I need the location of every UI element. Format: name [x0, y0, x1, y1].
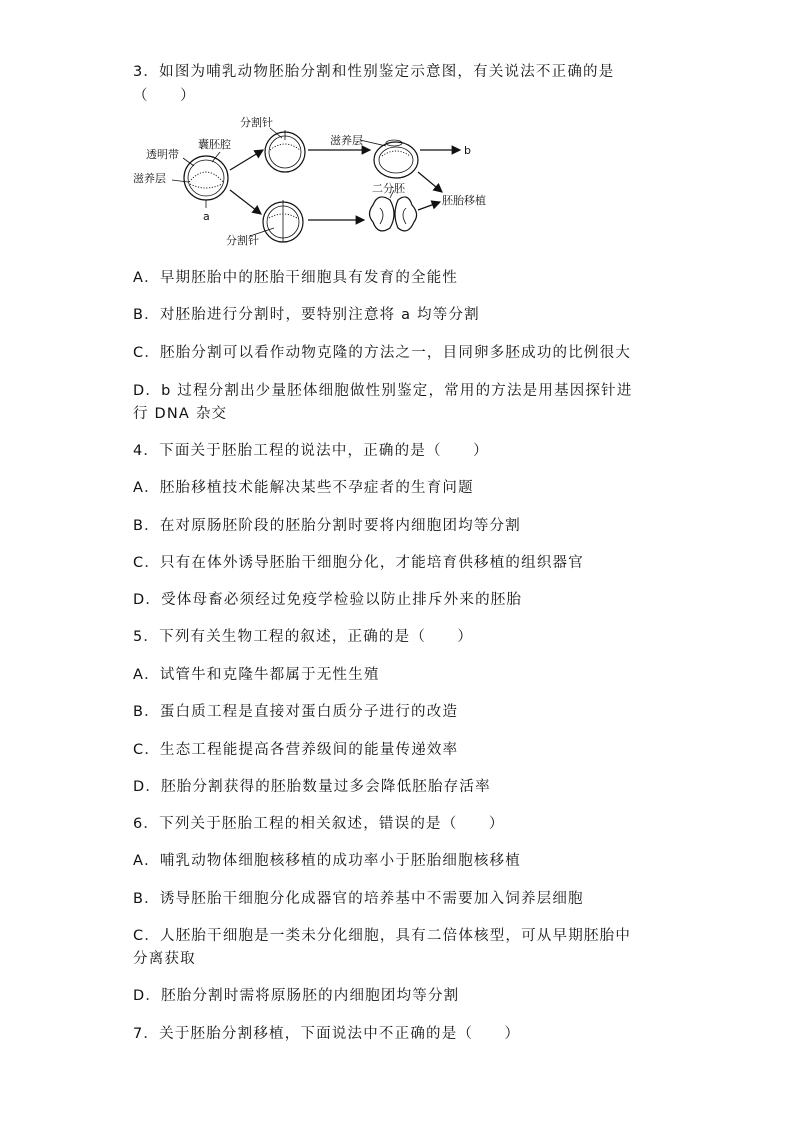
twin-embryos	[370, 197, 417, 231]
q4-stem: 4．下面关于胚胎工程的说法中，正确的是（ ）	[133, 443, 489, 459]
q3-option-d-line1: D．b 过程分割出少量胚体细胞做性别鉴定，常用的方法是用基因探针进	[133, 383, 633, 399]
embryo-splitting-diagram	[128, 110, 498, 250]
q6-option-b: B．诱导胚胎干细胞分化成器官的培养基中不需要加入饲养层细胞	[133, 891, 584, 907]
q5-option-b: B．蛋白质工程是直接对蛋白质分子进行的改造	[133, 704, 459, 720]
q3-option-d-line2: 行 DNA 杂交	[133, 406, 228, 422]
label-trophoblast-right: 滋养层	[330, 134, 363, 147]
arrow-to-top	[230, 150, 263, 170]
q4-option-b: B．在对原肠胚阶段的胚胎分割时要将内细胞团均等分割	[133, 518, 521, 534]
arrow-twins-to-transfer	[418, 202, 440, 210]
label-blastocoel: 囊胚腔	[198, 138, 231, 151]
q5-option-a: A．试管牛和克隆牛都属于无性生殖	[133, 667, 380, 683]
q6-option-c-line1: C．人胚胎干细胞是一类未分化细胞，具有二倍体核型，可从早期胚胎中	[133, 928, 632, 944]
label-transfer: 胚胎移植	[442, 194, 486, 207]
q3-option-a: A．早期胚胎中的胚胎干细胞具有发育的全能性	[133, 270, 459, 286]
q5-option-d: D．胚胎分割获得的胚胎数量过多会降低胚胎存活率	[133, 779, 491, 795]
q4-option-d: D．受体母畜必须经过免疫学检验以防止排斥外来的胚胎	[133, 592, 523, 608]
q5-stem: 5．下列有关生物工程的叙述，正确的是（ ）	[133, 629, 474, 645]
q3-stem-line1: 3．如图为哺乳动物胚胎分割和性别鉴定示意图，有关说法不正确的是	[133, 64, 615, 80]
label-trophoblast-left: 滋养层	[133, 172, 166, 185]
q4-option-c: C．只有在体外诱导胚胎干细胞分化，才能培育供移植的组织器官	[133, 555, 584, 571]
q4-option-a: A．胚胎移植技术能解决某些不孕症者的生育问题	[133, 480, 474, 496]
label-b: b	[464, 144, 471, 157]
q5-option-c: C．生态工程能提高各营养级间的能量传递效率	[133, 742, 459, 758]
label-zona: 透明带	[146, 148, 179, 161]
arrow-sampled-to-transfer	[418, 172, 442, 192]
q6-option-c-line2: 分离获取	[133, 951, 196, 967]
label-twin-embryo: 二分胚	[372, 182, 405, 195]
arrow-to-bottom	[230, 190, 261, 214]
q6-stem: 6．下列关于胚胎工程的相关叙述，错误的是（ ）	[133, 816, 505, 832]
q7-stem: 7．关于胚胎分割移植，下面说法中不正确的是（ ）	[133, 1026, 521, 1042]
blastocyst-bottom	[263, 200, 303, 242]
blastocyst-sampled	[374, 140, 418, 178]
q3-option-c: C．胚胎分割可以看作动物克隆的方法之一，目同卵多胚成功的比例很大	[133, 345, 632, 361]
blastocyst-top	[265, 130, 305, 172]
q6-option-d: D．胚胎分割时需将原肠胚的内细胞团均等分割	[133, 988, 460, 1004]
q3-stem-line2: （ ）	[133, 88, 196, 104]
label-split-needle-bottom: 分割针	[226, 234, 259, 247]
label-a: a	[203, 210, 210, 223]
q3-option-b: B．对胚胎进行分割时，要特别注意将 a 均等分割	[133, 307, 480, 323]
label-split-needle-top: 分割针	[240, 116, 273, 129]
q6-option-a: A．哺乳动物体细胞核移植的成功率小于胚胎细胞核移植	[133, 853, 521, 869]
